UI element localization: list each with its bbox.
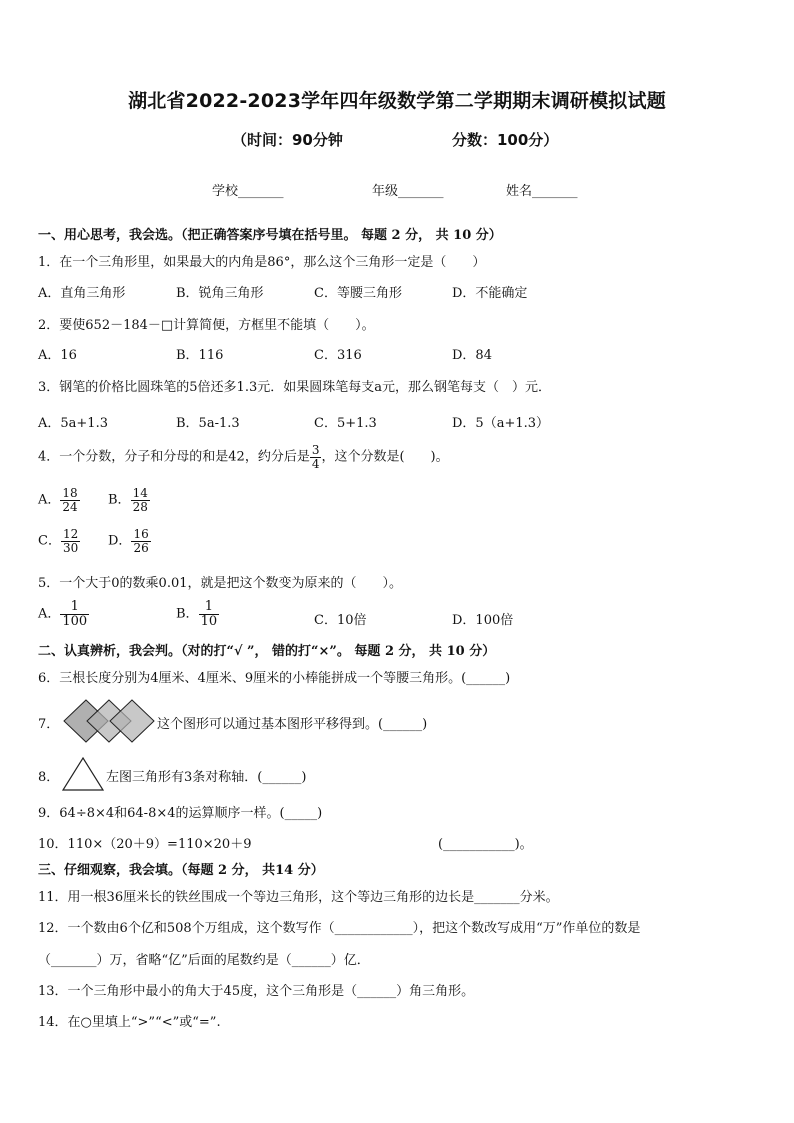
overlapping-diamonds-figure — [62, 698, 156, 744]
q4-c-numerator: 12 — [62, 527, 79, 541]
question-5: 5．一个大于0的数乘0.01，就是把这个数变为原来的（ ）。 — [38, 576, 402, 591]
school-field: 学校_______ — [212, 184, 284, 199]
exam-time: （时间：90分钟 — [232, 131, 343, 149]
q4-c-label: C． — [38, 533, 61, 549]
section-1-heading: 一、用心思考，我会选。（把正确答案序号填在括号里。 每题 2 分， 共 10 分） — [38, 228, 502, 243]
q2-option-a: A．16 — [38, 348, 77, 363]
name-field: 姓名_______ — [506, 184, 578, 199]
question-12-line-1: 12．一个数由6个亿和508个万组成，这个数写作（____________），把这个数改写成用“万”作单位的数是 — [38, 921, 641, 936]
q5-option-d: D．100倍 — [452, 613, 514, 628]
q5-a-numerator: 1 — [60, 600, 89, 615]
q4-d-label: D． — [108, 533, 132, 549]
section-2-heading: 二、认真辨析，我会判。（对的打“√ ”， 错的打“×”。 每题 2 分， 共 10 分） — [38, 644, 496, 659]
page-title: 湖北省2022-2023学年四年级数学第二学期期末调研模拟试题 — [128, 90, 666, 112]
q5-option-b — [176, 600, 219, 628]
q1-option-a: A．直角三角形 — [38, 286, 126, 301]
grade-field: 年级_______ — [372, 184, 444, 199]
question-6: 6．三根长度分别为4厘米、4厘米、9厘米的小棒能拼成一个等腰三角形。(______) — [38, 671, 511, 686]
q4-frac-denominator: 4 — [311, 456, 320, 471]
q5-a-label: A． — [38, 606, 61, 622]
question-10-blank[interactable]: (___________)。 — [438, 837, 533, 852]
q4-fraction — [310, 444, 322, 470]
triangle-figure — [61, 756, 105, 792]
q5-a-denominator: 100 — [62, 613, 88, 629]
q4-frac-numerator: 3 — [311, 443, 320, 457]
question-9: 9．64÷8×4和64-8×4的运算顺序一样。(_____) — [38, 806, 323, 821]
q4-option-b — [108, 487, 150, 513]
question-4 — [38, 444, 449, 470]
q4-text-before: 4．一个分数，分子和分母的和是42，约分后是 — [38, 449, 310, 465]
q4-a-label: A． — [38, 492, 61, 508]
q4-b-numerator: 14 — [132, 486, 148, 500]
q4-d-denominator: 26 — [133, 540, 149, 555]
q5-option-a — [38, 600, 89, 628]
question-12-line-2: （_______）万，省略“亿”后面的尾数约是（______）亿． — [38, 953, 370, 968]
section-3-heading: 三、仔细观察，我会填。（每题 2 分， 共14 分） — [38, 863, 324, 878]
q4-b-denominator: 28 — [132, 499, 148, 514]
question-10: 10．110×（20＋9）=110×20＋9 — [38, 837, 252, 852]
question-7: 这个图形可以通过基本图形平移得到。(______) — [157, 717, 428, 732]
q4-d-numerator: 16 — [133, 527, 149, 541]
q3-option-c: C．5+1.3 — [314, 416, 377, 431]
q3-option-a: A．5a+1.3 — [38, 416, 108, 431]
question-8: 左图三角形有3条对称轴．(______) — [106, 770, 307, 785]
question-11: 11．用一根36厘米长的铁丝围成一个等边三角形，这个等边三角形的边长是_______分米。 — [38, 890, 559, 905]
q4-a-denominator: 24 — [62, 499, 78, 514]
q5-b-numerator: 1 — [199, 600, 220, 615]
q1-option-c: C．等腰三角形 — [314, 286, 402, 301]
q3-option-b: B．5a-1.3 — [176, 416, 240, 431]
q5-b-denominator: 10 — [200, 613, 218, 629]
q1-option-d: D．不能确定 — [452, 286, 528, 301]
question-7-number: 7． — [38, 717, 60, 732]
q1-option-b: B．锐角三角形 — [176, 286, 264, 301]
q2-option-b: B．116 — [176, 348, 224, 363]
question-14: 14．在○里填上“>”“<”或“=”. — [38, 1015, 221, 1030]
q4-text-after: ，这个分数是( )。 — [321, 449, 449, 465]
question-8-number: 8． — [38, 770, 60, 785]
q4-a-numerator: 18 — [62, 486, 78, 500]
q4-option-a — [38, 487, 80, 513]
question-3: 3．钢笔的价格比圆珠笔的5倍还多1.3元．如果圆珠笔每支a元，那么钢笔每支（ ）元． — [38, 380, 551, 395]
q4-b-label: B． — [108, 492, 131, 508]
q5-option-c: C．10倍 — [314, 613, 367, 628]
q5-b-label: B． — [176, 606, 199, 622]
q4-c-denominator: 30 — [62, 540, 79, 555]
q2-option-d: D．84 — [452, 348, 492, 363]
question-13: 13．一个三角形中最小的角大于45度，这个三角形是（______）角三角形。 — [38, 984, 475, 999]
exam-score: 分数：100分） — [452, 131, 559, 149]
q3-option-d: D．5（a+1.3） — [452, 416, 550, 431]
q2-option-c: C．316 — [314, 348, 362, 363]
question-1: 1．在一个三角形里，如果最大的内角是86°，那么这个三角形一定是（ ） — [38, 255, 486, 270]
q4-option-c — [38, 528, 80, 554]
question-2: 2．要使652－184－□计算简便，方框里不能填（ ）。 — [38, 318, 375, 333]
q4-option-d — [108, 528, 151, 554]
